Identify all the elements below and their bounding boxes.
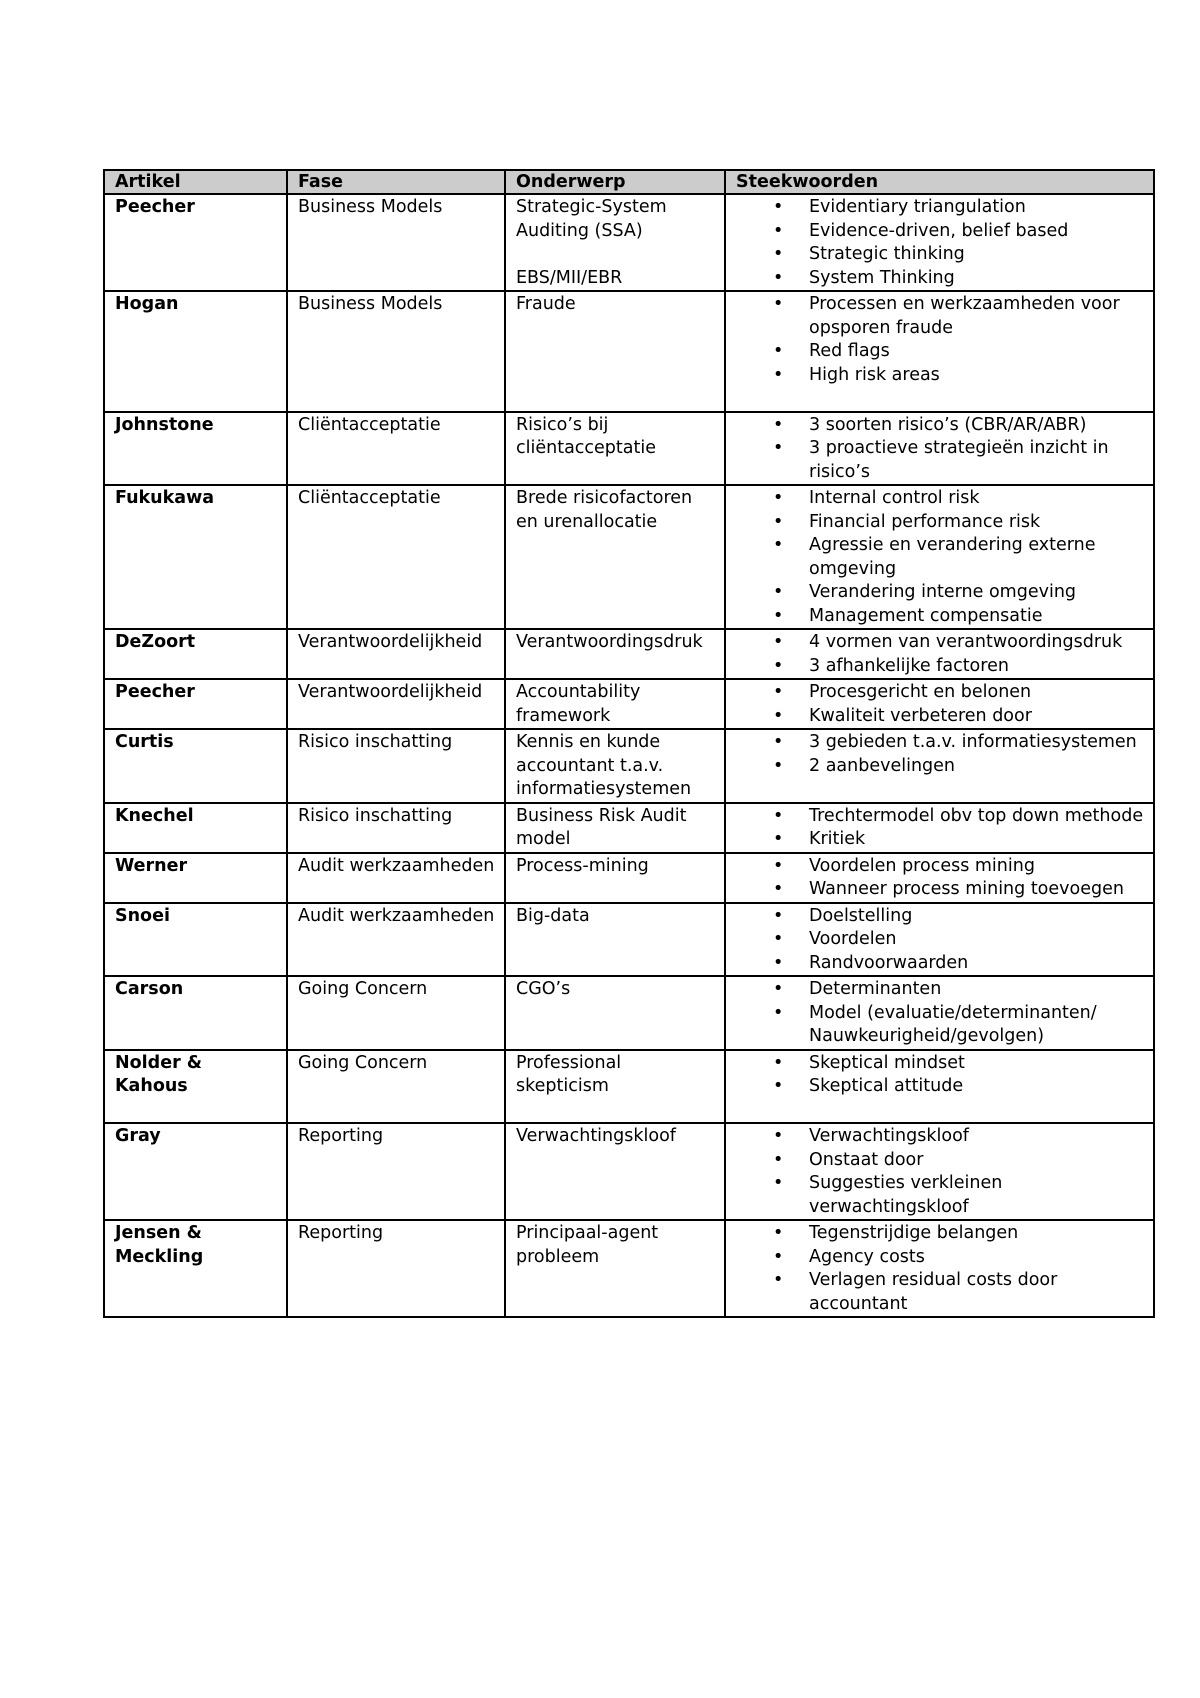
cell-onderwerp — [505, 679, 725, 729]
table-header-row — [104, 170, 1154, 194]
keyword-list — [736, 1125, 1147, 1219]
keyword-text: 3 afhankelijke factoren — [809, 655, 1009, 676]
cell-artikel: Nolder & Kahous — [104, 1050, 287, 1124]
cell-artikel: Gray — [104, 1123, 287, 1220]
cell-onderwerp — [505, 976, 725, 1050]
table-row — [104, 629, 1154, 679]
keyword-list — [736, 805, 1147, 852]
keyword-item — [736, 855, 1147, 879]
keyword-text: Evidence-driven, belief based — [809, 220, 1069, 241]
bullet-icon: • — [773, 732, 784, 752]
cell-onderwerp — [505, 629, 725, 679]
keyword-list — [736, 855, 1147, 902]
keyword-item — [736, 364, 1147, 388]
bullet-icon: • — [773, 1126, 784, 1146]
cell-steekwoorden — [725, 1220, 1154, 1317]
bullet-icon: • — [773, 755, 784, 776]
onderwerp-line: CGO’s — [516, 979, 571, 999]
table-row — [104, 485, 1154, 629]
bullet-icon: • — [773, 682, 784, 702]
cell-artikel: Carson — [104, 976, 287, 1050]
keyword-list — [736, 414, 1147, 485]
keyword-item — [736, 267, 1147, 291]
keyword-text: 2 aanbevelingen — [809, 755, 956, 776]
bullet-icon: • — [773, 855, 784, 876]
keyword-text: 3 proactieve strategieën inzicht in risico’s — [809, 438, 1109, 482]
bullet-icon: • — [773, 1223, 784, 1243]
bullet-icon: • — [773, 294, 784, 314]
keyword-item — [736, 1125, 1147, 1149]
keyword-item — [736, 731, 1147, 755]
onderwerp-line: Verantwoordingsdruk — [516, 632, 703, 652]
cell-fase: Audit werkzaamheden — [287, 903, 505, 977]
keyword-item — [736, 978, 1147, 1002]
keyword-text: 3 soorten risico’s (CBR/AR/ABR) — [809, 414, 1087, 435]
cell-steekwoorden — [725, 729, 1154, 803]
bullet-icon: • — [773, 244, 784, 264]
cell-onderwerp — [505, 803, 725, 853]
bullet-icon: • — [773, 267, 784, 288]
cell-fase: Reporting — [287, 1220, 505, 1317]
keyword-text: Processen en werkzaamheden voor opsporen fraude — [809, 294, 1120, 338]
onderwerp-line: Professional skepticism — [516, 1052, 622, 1096]
bullet-icon: • — [773, 414, 784, 435]
cell-onderwerp — [505, 291, 725, 412]
cell-artikel: Werner — [104, 853, 287, 903]
cell-artikel: Peecher — [104, 194, 287, 291]
onderwerp-line: Verwachtingskloof — [516, 1126, 676, 1146]
cell-steekwoorden — [725, 976, 1154, 1050]
keyword-text: Internal control risk — [809, 488, 980, 508]
keyword-item — [736, 655, 1147, 679]
bullet-icon: • — [773, 582, 784, 602]
cell-artikel: Fukukawa — [104, 485, 287, 629]
bullet-icon: • — [773, 632, 784, 652]
header-steekwoorden: Steekwoorden — [725, 170, 1154, 194]
onderwerp-line: Kennis en kunde accountant t.a.v. informatiesystemen — [516, 732, 692, 799]
keyword-text: Voordelen process mining — [809, 855, 1035, 876]
bullet-icon: • — [773, 1246, 784, 1267]
keyword-text: Wanneer process mining toevoegen — [809, 879, 1124, 899]
table-row — [104, 853, 1154, 903]
keyword-text: 4 vormen van verantwoordingsdruk — [809, 632, 1123, 652]
cell-artikel: Peecher — [104, 679, 287, 729]
bullet-icon: • — [773, 197, 784, 217]
keyword-text: Skeptical mindset — [809, 1052, 965, 1073]
keyword-item — [736, 1052, 1147, 1076]
cell-fase: Risico inschatting — [287, 803, 505, 853]
cell-fase: Going Concern — [287, 976, 505, 1050]
keyword-item — [736, 1172, 1147, 1219]
blank-line — [736, 1099, 1147, 1123]
cell-fase: Cliëntacceptatie — [287, 412, 505, 486]
cell-onderwerp — [505, 485, 725, 629]
keyword-text: Skeptical attitude — [809, 1076, 964, 1096]
cell-onderwerp — [505, 729, 725, 803]
keyword-text: Verlagen residual costs door accountant — [809, 1270, 1058, 1314]
table-row — [104, 679, 1154, 729]
onderwerp-line: EBS/MII/EBR — [516, 267, 623, 288]
keyword-text: Trechtermodel obv top down methode — [809, 805, 1144, 826]
onderwerp-line: Process-mining — [516, 855, 649, 876]
cell-fase: Reporting — [287, 1123, 505, 1220]
keyword-item — [736, 928, 1147, 952]
cell-steekwoorden — [725, 679, 1154, 729]
table-row — [104, 194, 1154, 291]
cell-artikel: Knechel — [104, 803, 287, 853]
keyword-item — [736, 755, 1147, 779]
keyword-text: Agressie en verandering externe omgeving — [809, 535, 1096, 579]
bullet-icon: • — [773, 1149, 784, 1170]
keyword-text: Agency costs — [809, 1246, 925, 1267]
keyword-item — [736, 605, 1147, 629]
cell-fase: Audit werkzaamheden — [287, 853, 505, 903]
keyword-text: 3 gebieden t.a.v. informatiesystemen — [809, 732, 1137, 752]
bullet-icon: • — [773, 535, 784, 555]
cell-steekwoorden — [725, 485, 1154, 629]
keyword-item — [736, 952, 1147, 976]
table-row — [104, 803, 1154, 853]
keyword-item — [736, 1222, 1147, 1246]
cell-onderwerp — [505, 1050, 725, 1124]
cell-fase: Going Concern — [287, 1050, 505, 1124]
onderwerp-line: Business Risk Audit model — [516, 805, 687, 849]
keyword-item — [736, 487, 1147, 511]
header-onderwerp: Onderwerp — [505, 170, 725, 194]
keyword-item — [736, 878, 1147, 902]
bullet-icon: • — [773, 1270, 784, 1290]
bullet-icon: • — [773, 829, 784, 849]
bullet-icon: • — [773, 952, 784, 973]
keyword-text: Kwaliteit verbeteren door — [809, 705, 1032, 726]
cell-steekwoorden — [725, 291, 1154, 412]
bullet-icon: • — [773, 929, 784, 949]
keyword-list — [736, 293, 1147, 387]
keyword-item — [736, 1246, 1147, 1270]
keyword-list — [736, 196, 1147, 290]
cell-fase: Verantwoordelijkheid — [287, 679, 505, 729]
keyword-list — [736, 905, 1147, 976]
keyword-text: Onstaat door — [809, 1149, 924, 1170]
keyword-item — [736, 511, 1147, 535]
table-row — [104, 976, 1154, 1050]
cell-steekwoorden — [725, 853, 1154, 903]
keyword-item — [736, 293, 1147, 340]
cell-steekwoorden — [725, 1123, 1154, 1220]
bullet-icon: • — [773, 905, 784, 926]
table-body — [104, 194, 1154, 1317]
keyword-item — [736, 905, 1147, 929]
table-row — [104, 1220, 1154, 1317]
keyword-item — [736, 828, 1147, 852]
cell-onderwerp — [505, 1123, 725, 1220]
header-fase: Fase — [287, 170, 505, 194]
keyword-item — [736, 437, 1147, 484]
bullet-icon: • — [773, 979, 784, 999]
keyword-list — [736, 978, 1147, 1049]
keyword-text: High risk areas — [809, 364, 940, 385]
cell-steekwoorden — [725, 194, 1154, 291]
keyword-item — [736, 1002, 1147, 1049]
cell-artikel: DeZoort — [104, 629, 287, 679]
onderwerp-line — [516, 243, 718, 267]
bullet-icon: • — [773, 511, 784, 532]
blank-line — [736, 387, 1147, 411]
keyword-item — [736, 340, 1147, 364]
keyword-list — [736, 1052, 1147, 1099]
keyword-text: Kritiek — [809, 829, 866, 849]
header-artikel: Artikel — [104, 170, 287, 194]
cell-steekwoorden — [725, 803, 1154, 853]
keyword-text: Verwachtingskloof — [809, 1126, 969, 1146]
keyword-item — [736, 805, 1147, 829]
table-row — [104, 729, 1154, 803]
keyword-text: Model (evaluatie/determinanten/ Nauwkeurigheid/gevolgen) — [809, 1002, 1097, 1046]
cell-steekwoorden — [725, 1050, 1154, 1124]
keyword-item — [736, 1149, 1147, 1173]
bullet-icon: • — [773, 220, 784, 241]
keyword-text: Strategic thinking — [809, 244, 965, 264]
keyword-text: Evidentiary triangulation — [809, 197, 1026, 217]
keyword-text: Financial performance risk — [809, 511, 1041, 532]
keyword-item — [736, 1269, 1147, 1316]
onderwerp-line: Strategic-System Auditing (SSA) — [516, 197, 667, 241]
cell-artikel: Hogan — [104, 291, 287, 412]
bullet-icon: • — [773, 1052, 784, 1073]
keyword-item — [736, 705, 1147, 729]
bullet-icon: • — [773, 605, 784, 626]
table-row — [104, 291, 1154, 412]
keyword-item — [736, 243, 1147, 267]
cell-artikel: Johnstone — [104, 412, 287, 486]
bullet-icon: • — [773, 879, 784, 899]
keyword-item — [736, 220, 1147, 244]
cell-onderwerp — [505, 194, 725, 291]
keyword-text: Voordelen — [809, 929, 897, 949]
cell-fase: Business Models — [287, 291, 505, 412]
keyword-text: Red flags — [809, 341, 890, 361]
cell-fase: Risico inschatting — [287, 729, 505, 803]
keyword-list — [736, 681, 1147, 728]
keyword-item — [736, 196, 1147, 220]
keyword-item — [736, 581, 1147, 605]
keyword-item — [736, 414, 1147, 438]
bullet-icon: • — [773, 655, 784, 676]
bullet-icon: • — [773, 705, 784, 726]
keyword-list — [736, 487, 1147, 628]
keyword-list — [736, 631, 1147, 678]
keyword-item — [736, 681, 1147, 705]
cell-artikel: Snoei — [104, 903, 287, 977]
cell-steekwoorden — [725, 412, 1154, 486]
bullet-icon: • — [773, 805, 784, 826]
keyword-text: Determinanten — [809, 979, 942, 999]
cell-onderwerp — [505, 1220, 725, 1317]
keyword-text: System Thinking — [809, 267, 955, 288]
onderwerp-line: Accountability framework — [516, 682, 641, 726]
cell-onderwerp — [505, 903, 725, 977]
keyword-text: Verandering interne omgeving — [809, 582, 1077, 602]
cell-steekwoorden — [725, 629, 1154, 679]
cell-artikel: Jensen & Meckling — [104, 1220, 287, 1317]
table-row — [104, 1123, 1154, 1220]
table-row — [104, 1050, 1154, 1124]
onderwerp-line: Big-data — [516, 905, 590, 926]
table-row — [104, 412, 1154, 486]
keyword-text: Randvoorwaarden — [809, 952, 969, 973]
keyword-item — [736, 1075, 1147, 1099]
bullet-icon: • — [773, 1173, 784, 1193]
onderwerp-line: Fraude — [516, 294, 576, 314]
onderwerp-line: Brede risicofactoren en urenallocatie — [516, 488, 693, 532]
bullet-icon: • — [773, 488, 784, 508]
keywords-table — [103, 169, 1155, 1318]
onderwerp-line: Risico’s bij cliëntacceptatie — [516, 414, 656, 458]
bullet-icon: • — [773, 438, 784, 458]
bullet-icon: • — [773, 341, 784, 361]
cell-onderwerp — [505, 853, 725, 903]
cell-steekwoorden — [725, 903, 1154, 977]
cell-fase: Business Models — [287, 194, 505, 291]
keyword-text: Procesgericht en belonen — [809, 682, 1032, 702]
cell-artikel: Curtis — [104, 729, 287, 803]
bullet-icon: • — [773, 1002, 784, 1023]
cell-fase: Cliëntacceptatie — [287, 485, 505, 629]
keyword-text: Suggesties verkleinen verwachtingskloof — [809, 1173, 1003, 1217]
keyword-item — [736, 534, 1147, 581]
keyword-item — [736, 631, 1147, 655]
table-row — [104, 903, 1154, 977]
bullet-icon: • — [773, 1076, 784, 1096]
cell-fase: Verantwoordelijkheid — [287, 629, 505, 679]
onderwerp-line: Principaal-agent probleem — [516, 1223, 659, 1267]
keyword-list — [736, 731, 1147, 778]
keyword-text: Management compensatie — [809, 605, 1043, 626]
cell-onderwerp — [505, 412, 725, 486]
keyword-text: Tegenstrijdige belangen — [809, 1223, 1019, 1243]
keyword-text: Doelstelling — [809, 905, 913, 926]
bullet-icon: • — [773, 364, 784, 385]
keyword-list — [736, 1222, 1147, 1316]
